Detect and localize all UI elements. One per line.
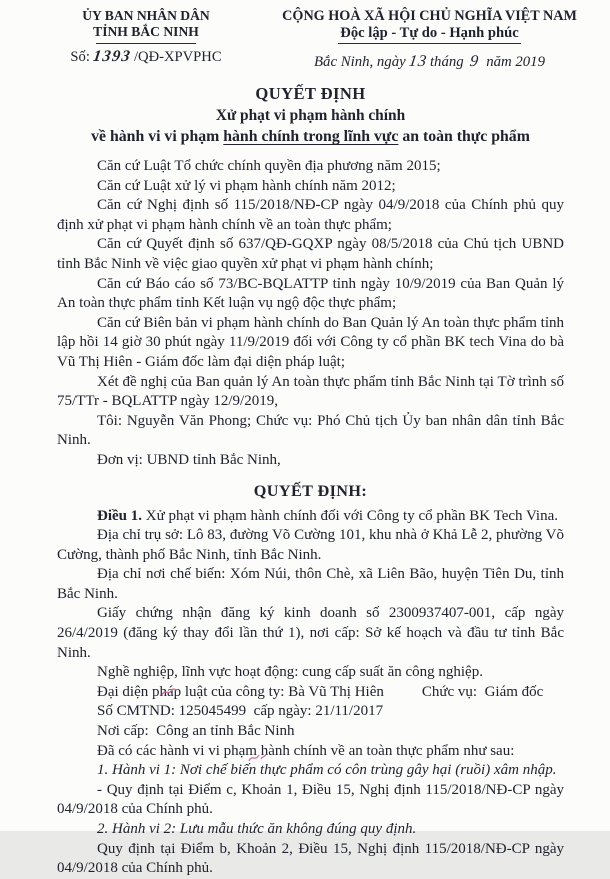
document-number-handwritten: 1393	[91, 48, 133, 65]
issuing-authority-block	[21, 8, 271, 71]
date-thang: tháng	[429, 54, 464, 70]
preamble-paragraph: Căn cứ Biên bản vi phạm hành chính do Ban Quản lý An toàn thực phẩm tỉnh lập hồi 14 giờ 30 phút ngày 11/9/2019 đối với Công ty cổ phần BK tech Vina do bà Vũ Thị Hiên - Giám đốc làm đại diện pháp luật;	[57, 314, 564, 370]
violation-2-title: 2. Hành vi 2: Lưu mẫu thức ăn không đúng quy định.	[97, 821, 417, 837]
authority-name-line2: TỈNH BẮC NINH	[93, 24, 199, 39]
preamble-paragraph: Căn cứ Luật xử lý vi phạm hành chính năm 2012;	[97, 177, 396, 194]
violation-2-rule: Quy định tại Điểm b, Khoản 2, Điều 15, Nghị định 115/2018/NĐ-CP ngày 04/9/2018 của Chính phủ.	[57, 840, 564, 877]
id-number-line: Số CMTND: 125045499 cấp ngày: 21/11/2017	[97, 703, 384, 720]
preamble-paragraph: Căn cứ Luật Tổ chức chính quyền địa phương năm 2015;	[97, 158, 441, 174]
national-title: CỘNG HOÀ XÃ HỘI CHỦ NGHĨA VIỆT NAM	[282, 8, 577, 24]
violation-1-rule: - Quy định tại Điểm c, Khoản 1, Điều 15, Nghị định 115/2018/NĐ-CP ngày 04/9/2018 của Chính phủ.	[57, 781, 564, 818]
representative-line	[57, 683, 564, 703]
unit-line: Đơn vị: UBND tỉnh Bắc Ninh,	[97, 451, 281, 468]
business-license-line: Giấy chứng nhận đăng ký kinh doanh số 2300937407-001, cấp ngày 26/4/2019 (đăng ký thay đổi lần thứ 1), nơi cấp: Sở kế hoạch và đầu tư tỉnh Bắc Ninh.	[57, 605, 564, 661]
preamble-paragraph: Căn cứ Báo cáo số 73/BC-BQLATTP tỉnh ngày 10/9/2019 của Ban Quản lý An toàn thực phẩm tỉnh Kết luận vụ ngộ độc thực phẩm;	[57, 275, 564, 312]
article-1-label: Điều 1.	[97, 507, 142, 524]
authority-name-line1: ỦY BAN NHÂN DÂN	[82, 8, 210, 23]
document-header	[21, 8, 588, 71]
preamble-paragraph: Căn cứ Quyết định số 637/QĐ-GQXP ngày 08/5/2018 của Chủ tịch UBND tỉnh Bắc Ninh về việc giao quyền xử phạt vi phạm hành chính;	[57, 236, 564, 272]
date-month-handwritten: 9	[469, 51, 481, 70]
document-title: QUYẾT ĐỊNH	[255, 84, 366, 103]
violation-1-title: 1. Hành vi 1: Nơi chế biến thực phẩm có côn trùng gây hại (ruồi) xâm nhập.	[97, 762, 557, 779]
address-hq-line: Địa chỉ trụ sở: Lô 83, đường Võ Cường 101, khu nhà ở Khả Lễ 2, phường Võ Cường, thành phố Bắc Ninh, tỉnh Bắc Ninh.	[57, 527, 564, 563]
date-prefix: Bắc Ninh, ngày	[314, 54, 406, 70]
date-nam: năm 2019	[486, 54, 545, 70]
violations-intro-line: Đã có các hành vi vi phạm hành chính về an toàn thực phẩm như sau:	[97, 742, 515, 759]
header-divider-left	[96, 43, 196, 44]
place-date-line	[271, 51, 588, 71]
id-issuer-line: Nơi cấp: Công an tỉnh Bắc Ninh	[97, 723, 295, 740]
decision-heading: QUYẾT ĐỊNH:	[253, 481, 368, 500]
document-title-block	[57, 84, 564, 147]
representative-position: Chức vụ: Giám đốc	[421, 683, 544, 700]
document-number-label: Số:	[70, 49, 90, 65]
national-motto-block	[271, 8, 588, 71]
document-subject-line: về hành vi vi phạm hành chính trong lĩnh vực an toàn thực phẩm	[91, 128, 530, 145]
document-subtitle: Xử phạt vi phạm hành chính	[215, 107, 406, 124]
preamble-section	[57, 157, 564, 471]
occupation-line: Nghề nghiệp, lĩnh vực hoạt động: cung cấp suất ăn công nghiệp.	[97, 664, 483, 681]
article-1-intro: Điều 1. Xử phạt vi phạm hành chính đối với Công ty cổ phần BK Tech Vina.	[97, 507, 559, 524]
national-motto: Độc lập - Tự do - Hạnh phúc	[338, 24, 520, 44]
issuer-line: Tôi: Nguyễn Văn Phong; Chức vụ: Phó Chủ tịch Ủy ban nhân dân tỉnh Bắc Ninh.	[57, 412, 564, 449]
preamble-paragraph: Căn cứ Nghị định số 115/2018/NĐ-CP ngày 04/9/2018 của Chính phủ quy định xử phạt vi phạm hành chính về an toàn thực phẩm;	[57, 197, 564, 233]
article-1-section	[57, 507, 564, 879]
address-processing-line: Địa chỉ nơi chế biến: Xóm Núi, thôn Chè, xã Liên Bão, huyện Tiên Du, tỉnh Bắc Ninh.	[57, 566, 564, 602]
document-number-suffix: /QĐ-XPVPHC	[133, 49, 222, 65]
subject-underlined-text: hành chính trong lĩnh vực	[223, 128, 399, 145]
motto-wrap	[271, 24, 588, 44]
date-day-handwritten: 13	[407, 51, 429, 70]
representative-name: Đại diện pháp luật của công ty: Bà Vũ Thị Hiên	[97, 683, 384, 700]
preamble-paragraph: Xét đề nghị của Ban quản lý An toàn thực phẩm tỉnh Bắc Ninh tại Tờ trình số 75/TTr - BQLATTP ngày 12/9/2019,	[57, 373, 564, 410]
document-number-line	[21, 48, 271, 66]
